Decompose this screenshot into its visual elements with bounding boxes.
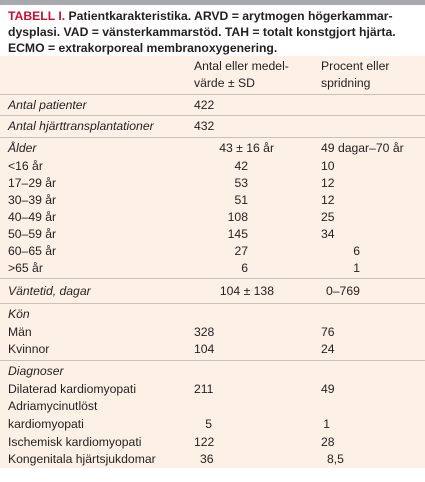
row-percent: 12 xyxy=(321,176,335,190)
table-header xyxy=(0,56,425,95)
row-percent: 10 xyxy=(321,159,335,173)
table-row xyxy=(0,138,425,158)
row-percent: 25 xyxy=(321,210,335,224)
row-value: 42 xyxy=(234,159,248,173)
table-row xyxy=(0,304,425,324)
row-label: Väntetid, dagar xyxy=(8,284,91,298)
row-label: Adriamycinutlöst xyxy=(8,399,98,413)
table-row xyxy=(0,361,425,381)
row-value: 328 xyxy=(194,325,215,339)
table-caption xyxy=(0,5,425,56)
table-row xyxy=(0,158,425,175)
row-percent: 12 xyxy=(321,193,335,207)
row-percent: 0–769 xyxy=(326,284,360,298)
row-percent: 28 xyxy=(321,435,335,449)
row-percent: 76 xyxy=(321,325,335,339)
header-count-column xyxy=(194,58,314,92)
table-row xyxy=(0,381,425,398)
row-percent: 1 xyxy=(323,417,330,431)
row-value: 108 xyxy=(227,210,248,224)
row-percent: 8,5 xyxy=(327,452,344,466)
row-value: 51 xyxy=(234,193,248,207)
table-row xyxy=(0,279,425,304)
row-label: 17–29 år xyxy=(8,176,57,190)
header-percent-line2: spridning xyxy=(321,76,371,90)
table-row xyxy=(0,175,425,192)
row-value: 432 xyxy=(194,119,215,133)
row-label: 50–59 år xyxy=(8,227,57,241)
row-percent: 34 xyxy=(321,227,335,241)
row-value: 53 xyxy=(234,176,248,190)
row-label: Diagnoser xyxy=(8,364,64,378)
row-percent: 24 xyxy=(321,342,335,356)
table-row xyxy=(0,341,425,361)
row-label: Män xyxy=(8,325,32,339)
row-percent: 6 xyxy=(353,244,360,258)
row-percent: 49 xyxy=(321,382,335,396)
row-value: 122 xyxy=(194,435,215,449)
header-count-line2: värde ± SD xyxy=(194,76,255,90)
row-label: 60–65 år xyxy=(8,244,57,258)
patient-table xyxy=(0,56,425,468)
row-label: Ischemisk kardiomyopati xyxy=(8,435,142,449)
row-label: 30–39 år xyxy=(8,193,57,207)
header-percent-column xyxy=(321,58,425,92)
row-label: <16 år xyxy=(8,159,43,173)
row-value: 145 xyxy=(227,227,248,241)
header-count-line1: Antal eller medel- xyxy=(194,59,289,73)
row-value: 5 xyxy=(205,417,212,431)
row-label: Kongenitala hjärtsjukdomar xyxy=(8,452,156,466)
table-row xyxy=(0,451,425,468)
row-label: >65 år xyxy=(8,261,43,275)
table-row xyxy=(0,260,425,279)
table-row xyxy=(0,434,425,451)
table-row xyxy=(0,243,425,260)
row-label: Antal patienter xyxy=(8,98,87,112)
table-row xyxy=(0,192,425,209)
header-percent-line1: Procent eller xyxy=(321,59,390,73)
table-row xyxy=(0,209,425,226)
row-label: Kön xyxy=(8,307,30,321)
row-value: 422 xyxy=(194,98,215,112)
row-label: Dilaterad kardiomyopati xyxy=(8,382,137,396)
table-row xyxy=(0,95,425,116)
row-value: 43 ± 16 år xyxy=(219,141,274,155)
row-percent: 1 xyxy=(353,261,360,275)
row-value: 104 xyxy=(194,342,215,356)
table-row xyxy=(0,416,425,434)
row-percent: 49 dagar–70 år xyxy=(321,141,404,155)
row-label: Antal hjärttransplantationer xyxy=(8,119,154,133)
row-value: 6 xyxy=(241,261,248,275)
table-row xyxy=(0,398,425,416)
row-value: 36 xyxy=(200,452,214,466)
caption-label: TABELL I. xyxy=(8,9,66,23)
row-label: kardiomyopati xyxy=(8,417,84,431)
row-value: 211 xyxy=(194,382,214,396)
row-value: 27 xyxy=(234,244,248,258)
table-row xyxy=(0,226,425,243)
row-label: Ålder xyxy=(8,141,37,155)
caption-text: Patientkarakteristika. ARVD = arytmogen högerkammar-dysplasi. VAD = vänsterkammarstöd. TAH = totalt konstgjort hjärta. ECMO = extrakorporeal membranoxygenering. xyxy=(8,9,396,55)
row-value: 104 ± 138 xyxy=(219,284,274,298)
table-row xyxy=(0,116,425,138)
row-label: Kvinnor xyxy=(8,342,50,356)
row-label: 40–49 år xyxy=(8,210,57,224)
table-row xyxy=(0,324,425,341)
